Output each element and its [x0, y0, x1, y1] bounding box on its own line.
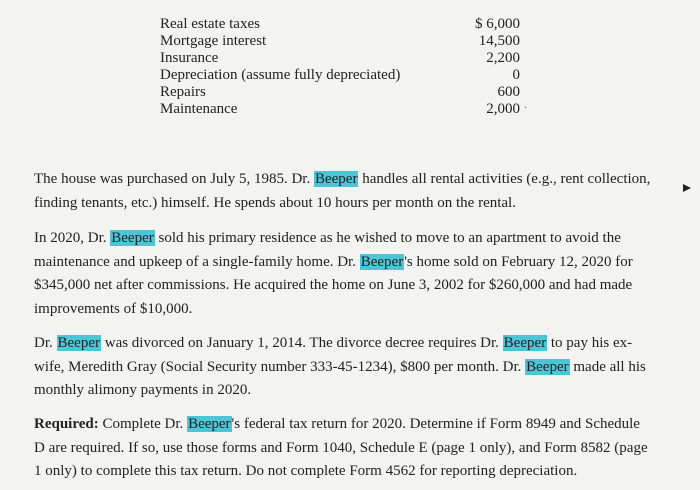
text-segment: was divorced on January 1, 2014. The divorce decree requires Dr.: [100, 335, 503, 351]
highlighted-name: Beeper: [503, 335, 547, 351]
text-segment: 's federal tax return for 2020. Determine if Form 8949 and Schedule D are required. If so, use those forms and Form 1040, Schedule E (page 1 only), and Form 8582 (page 1 only) to complete this tax return. Do not complete Form 4562 for reporting depreciation.: [34, 416, 648, 479]
expense-label: Real estate taxes: [160, 16, 260, 32]
paragraph-divorce: [34, 332, 654, 403]
paragraph-house-purchase: [34, 168, 654, 215]
expense-value: $ 6,000: [475, 16, 520, 32]
expense-label: Mortgage interest: [160, 33, 267, 49]
expense-value: 14,500: [478, 33, 520, 49]
text-segment: Complete Dr.: [98, 416, 188, 432]
expense-label: Insurance: [160, 50, 219, 66]
highlighted-name: Beeper: [111, 230, 154, 246]
mouse-cursor-icon: [683, 184, 691, 192]
paragraph-required: [34, 413, 654, 484]
expense-row: [160, 16, 520, 33]
expense-value: 600: [497, 84, 520, 100]
text-segment: The house was purchased on July 5, 1985. Dr.: [34, 171, 314, 187]
expense-value: 2,000: [486, 101, 520, 117]
text-segment: 's home sold on February 12, 2020 for $345,000 net after commissions. He acquired the home on June 3, 2002 for $260,000 and had made improvements of $10,000.: [34, 253, 633, 317]
highlighted-name: Beeper: [314, 171, 358, 187]
text-segment: handles all rental activities (e.g., rent collection, finding tenants, etc.) himself. He spends about 10 hours per month on the rental.: [34, 171, 651, 211]
highlighted-name: Beeper: [360, 253, 404, 270]
expense-table: [160, 16, 520, 118]
required-label: Required:: [34, 416, 99, 432]
text-segment: Dr.: [34, 335, 57, 351]
highlighted-name: Beeper: [188, 416, 231, 432]
expense-label: Maintenance: [160, 101, 238, 117]
expense-row: [160, 50, 520, 67]
expense-label: Repairs: [160, 84, 206, 100]
text-segment: to pay his ex-wife, Meredith Gray (Social Security number 333-45-1234), $800 per month. Dr.: [34, 335, 633, 375]
expense-label: Depreciation (assume fully depreciated): [160, 67, 401, 83]
highlighted-name: Beeper: [526, 358, 569, 375]
highlighted-name: Beeper: [57, 335, 100, 351]
text-segment: sold his primary residence as he wished to move to an apartment to avoid the maintenance and upkeep of a single-family home. Dr.: [34, 230, 621, 270]
paragraph-residence-sale: [34, 227, 654, 321]
expense-value: 0: [512, 67, 520, 83]
expense-row: [160, 101, 520, 118]
expense-row: [160, 84, 520, 101]
expense-row: [160, 67, 520, 84]
text-segment: made all his monthly alimony payments in 2020.: [34, 358, 646, 398]
text-segment: In 2020, Dr.: [34, 230, 111, 246]
expense-value: 2,200: [486, 50, 520, 66]
trailing-dot: .: [524, 97, 527, 111]
expense-row: [160, 33, 520, 50]
